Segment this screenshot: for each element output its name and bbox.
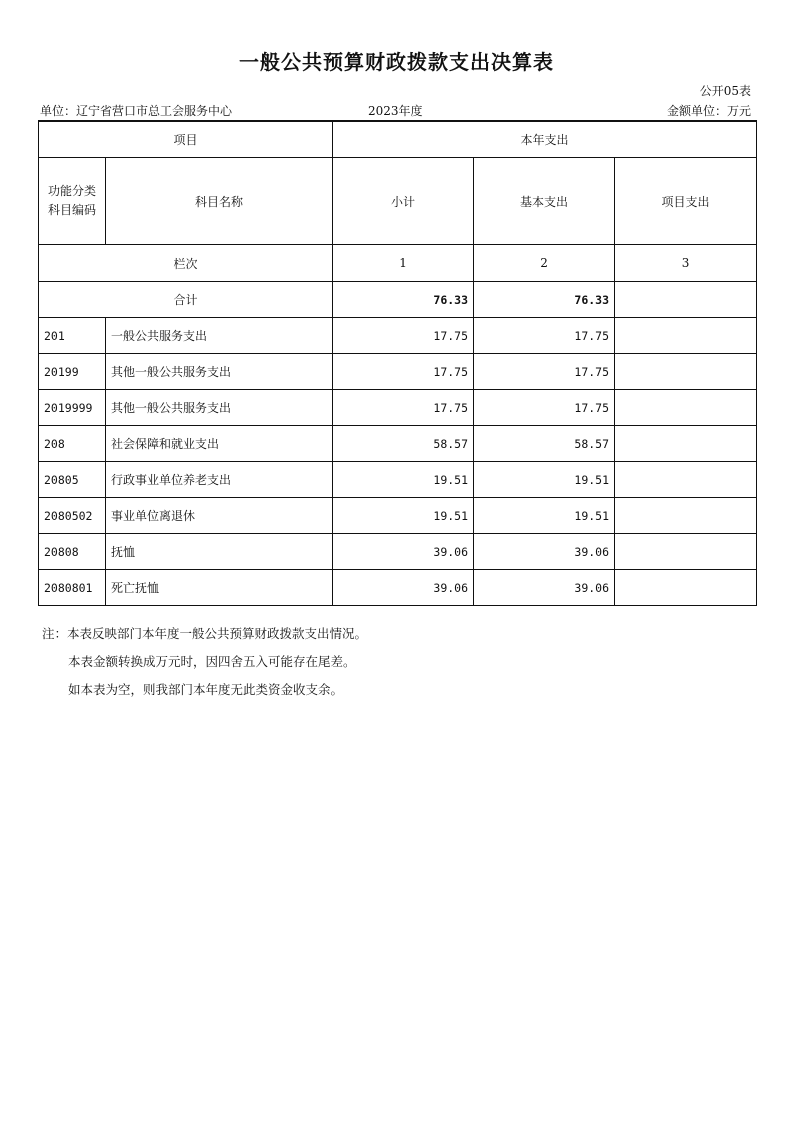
column-index-row <box>39 245 757 282</box>
row-name: 社会保障和就业支出 <box>106 426 333 462</box>
row-subtotal: 58.57 <box>333 426 474 462</box>
total-basic: 76.33 <box>474 282 615 318</box>
row-basic: 17.75 <box>474 354 615 390</box>
row-basic: 17.75 <box>474 318 615 354</box>
page-title: 一般公共预算财政拨款支出决算表 <box>239 50 554 74</box>
note-line: 如本表为空，则我部门本年度无此类资金收支余。 <box>68 682 344 697</box>
row-basic: 39.06 <box>474 570 615 606</box>
money-unit-label: 金额单位：万元 <box>666 104 751 118</box>
table-row <box>39 570 757 606</box>
row-subtotal: 17.75 <box>333 318 474 354</box>
fiscal-year: 2023年度 <box>368 104 423 118</box>
row-project <box>615 570 757 606</box>
header-row-2 <box>39 158 757 245</box>
note-line: 本表金额转换成万元时，因四舍五入可能存在尾差。 <box>68 654 356 669</box>
table-row <box>39 534 757 570</box>
row-name: 行政事业单位养老支出 <box>106 462 333 498</box>
col-index-3: 3 <box>615 245 757 282</box>
table-row <box>39 498 757 534</box>
header-project: 项目 <box>39 121 333 158</box>
row-code: 208 <box>39 426 106 462</box>
row-project <box>615 534 757 570</box>
row-code: 20808 <box>39 534 106 570</box>
row-basic: 19.51 <box>474 498 615 534</box>
notes <box>42 620 367 704</box>
row-name: 一般公共服务支出 <box>106 318 333 354</box>
header-func-code: 功能分类科目编码 <box>39 158 106 245</box>
row-subtotal: 17.75 <box>333 354 474 390</box>
row-code: 201 <box>39 318 106 354</box>
header-subtotal: 小计 <box>333 158 474 245</box>
row-project <box>615 426 757 462</box>
col-index-1: 1 <box>333 245 474 282</box>
row-name: 抚恤 <box>106 534 333 570</box>
row-code: 2080801 <box>39 570 106 606</box>
row-basic: 17.75 <box>474 390 615 426</box>
row-basic: 39.06 <box>474 534 615 570</box>
row-project <box>615 318 757 354</box>
row-basic: 19.51 <box>474 462 615 498</box>
row-name: 死亡抚恤 <box>106 570 333 606</box>
header-current-year-expense: 本年支出 <box>333 121 757 158</box>
row-code: 20199 <box>39 354 106 390</box>
total-subtotal: 76.33 <box>333 282 474 318</box>
header-subject-name: 科目名称 <box>106 158 333 245</box>
row-subtotal: 19.51 <box>333 498 474 534</box>
total-project <box>615 282 757 318</box>
form-number: 公开05表 <box>699 84 751 98</box>
row-name: 其他一般公共服务支出 <box>106 390 333 426</box>
col-index-2: 2 <box>474 245 615 282</box>
header-row-1 <box>39 121 757 158</box>
row-code: 2019999 <box>39 390 106 426</box>
row-project <box>615 498 757 534</box>
row-code: 2080502 <box>39 498 106 534</box>
expenditure-table <box>38 120 757 606</box>
row-name: 事业单位离退休 <box>106 498 333 534</box>
table-row <box>39 462 757 498</box>
row-label-lanci: 栏次 <box>39 245 333 282</box>
unit-label: 单位：辽宁省营口市总工会服务中心 <box>40 104 233 118</box>
row-project <box>615 462 757 498</box>
row-project <box>615 390 757 426</box>
row-subtotal: 17.75 <box>333 390 474 426</box>
row-code: 20805 <box>39 462 106 498</box>
header-basic-expense: 基本支出 <box>474 158 615 245</box>
row-basic: 58.57 <box>474 426 615 462</box>
table-row <box>39 390 757 426</box>
row-subtotal: 39.06 <box>333 534 474 570</box>
total-label: 合计 <box>39 282 333 318</box>
table-row <box>39 354 757 390</box>
row-subtotal: 39.06 <box>333 570 474 606</box>
table-row <box>39 318 757 354</box>
header-project-expense: 项目支出 <box>615 158 757 245</box>
note-line: 注：本表反映部门本年度一般公共预算财政拨款支出情况。 <box>42 626 368 641</box>
total-row <box>39 282 757 318</box>
row-name: 其他一般公共服务支出 <box>106 354 333 390</box>
row-project <box>615 354 757 390</box>
row-subtotal: 19.51 <box>333 462 474 498</box>
table-row <box>39 426 757 462</box>
